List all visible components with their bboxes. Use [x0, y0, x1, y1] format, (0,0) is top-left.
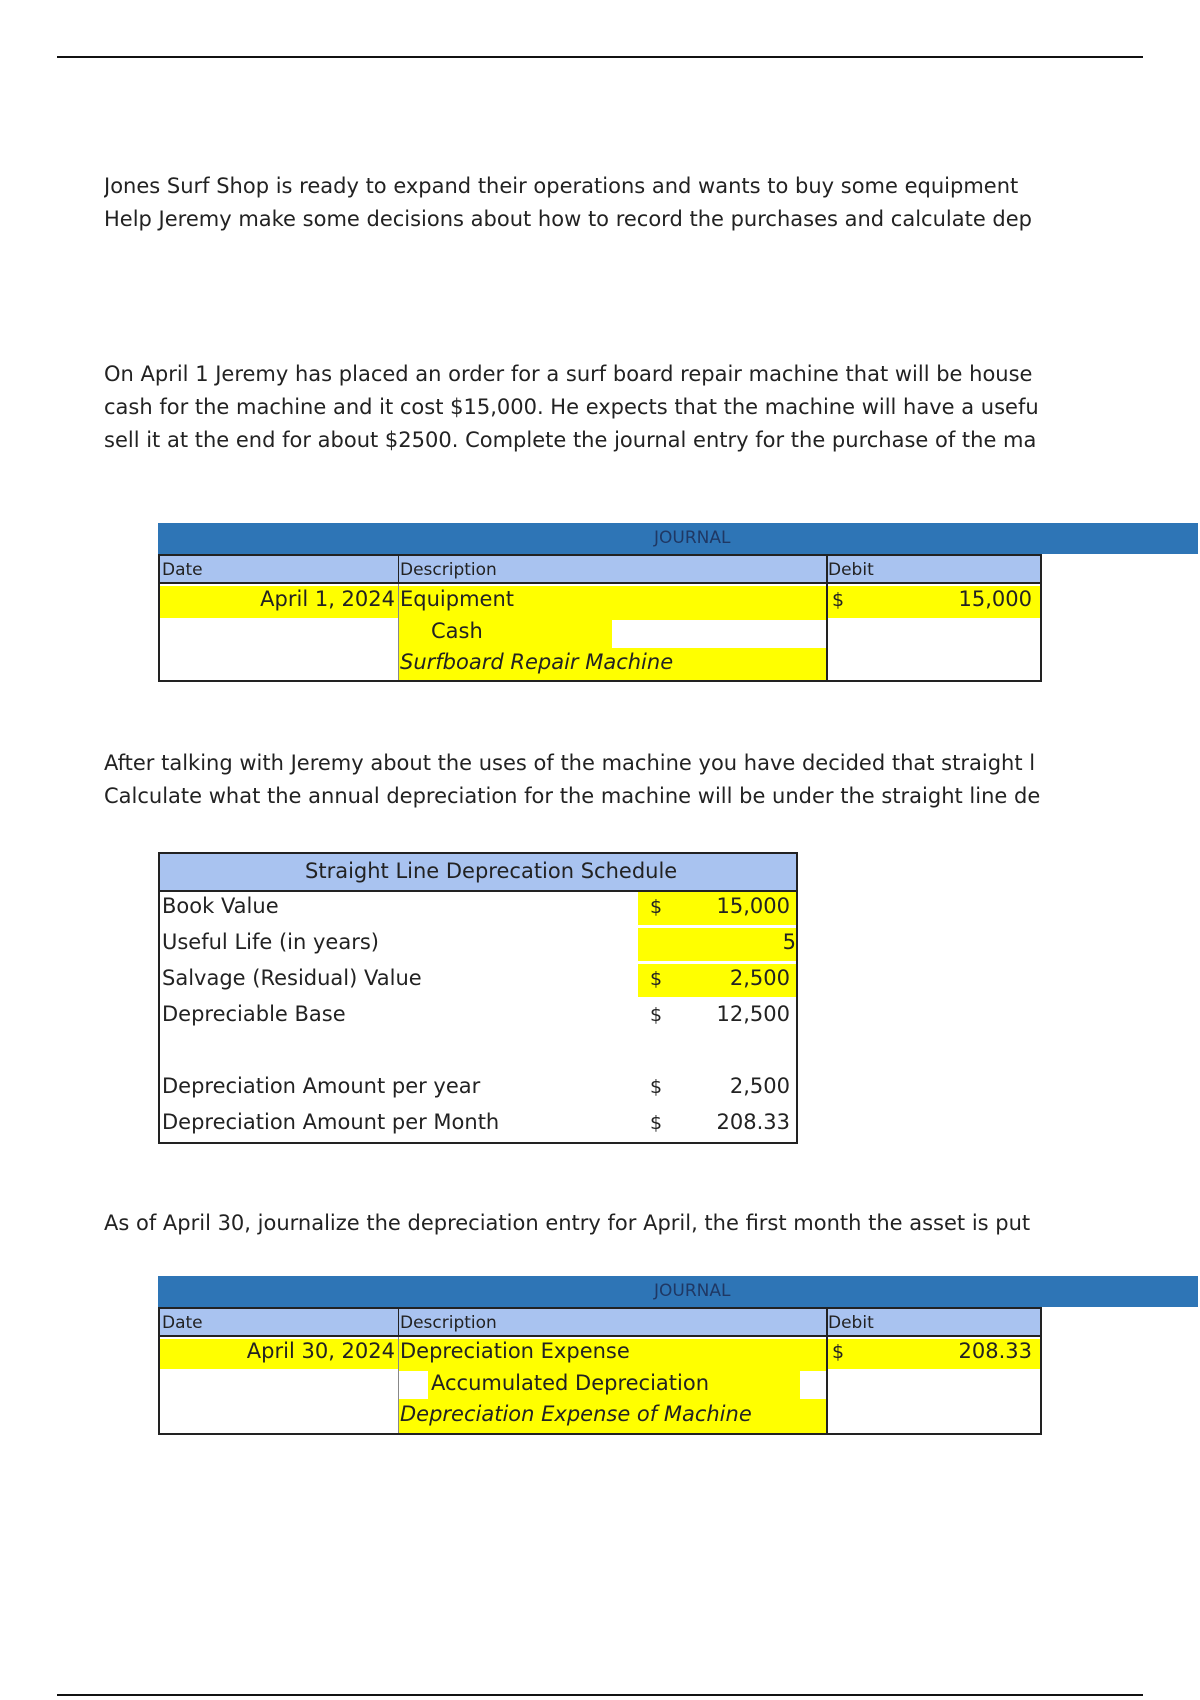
journal-title: JOURNAL	[654, 528, 731, 548]
useful-life-highlight	[638, 928, 796, 961]
description-header: Description	[400, 560, 497, 580]
per-year-label: Depreciation Amount per year	[162, 1074, 481, 1098]
intro-line-2: Help Jeremy make some decisions about how to record the purchases and calculate dep	[104, 207, 1033, 231]
schedule-header	[160, 854, 796, 892]
depreciable-base-amount: 12,500	[716, 1002, 790, 1026]
column-divider	[398, 1337, 399, 1433]
bottom-rule	[57, 1694, 1143, 1696]
top-rule	[57, 56, 1143, 58]
scenario-paragraph	[104, 358, 1044, 457]
journal-header-row	[158, 554, 1042, 584]
per-month-label: Depreciation Amount per Month	[162, 1110, 500, 1134]
header-divider	[826, 1309, 828, 1337]
method-line-1: After talking with Jeremy about the uses of the machine you have decided that straight l	[104, 751, 1036, 775]
date-header: Date	[162, 1313, 203, 1333]
intro-paragraph	[104, 170, 1044, 236]
blank-cell	[398, 1371, 428, 1399]
intro-line-1: Jones Surf Shop is ready to expand their operations and wants to buy some equipment	[104, 174, 1019, 198]
header-divider	[398, 556, 399, 584]
journal-body	[158, 584, 1042, 682]
credit-account: Cash	[431, 619, 483, 643]
per-year-currency: $	[650, 1076, 663, 1098]
journal-body	[158, 1337, 1042, 1435]
depreciation-schedule	[158, 852, 798, 1144]
debit-amount: 208.33	[958, 1339, 1032, 1363]
book-value-amount: 15,000	[716, 894, 790, 918]
column-divider	[826, 584, 828, 680]
scenario-line-3: sell it at the end for about $2500. Complete the journal entry for the purchase of the ma	[104, 428, 1037, 452]
debit-header: Debit	[828, 1313, 874, 1333]
debit-account: Equipment	[400, 587, 514, 611]
header-divider	[826, 556, 828, 584]
salvage-currency: $	[650, 968, 663, 990]
journal-header-row	[158, 1307, 1042, 1337]
april-line-1: As of April 30, journalize the depreciation entry for April, the first month the asset is put	[104, 1211, 1031, 1235]
entry-memo: Depreciation Expense of Machine	[400, 1402, 752, 1426]
depreciable-base-label: Depreciable Base	[162, 1002, 346, 1026]
salvage-label: Salvage (Residual) Value	[162, 966, 422, 990]
debit-header: Debit	[828, 560, 874, 580]
blank-cell	[612, 620, 826, 648]
salvage-amount: 2,500	[729, 966, 790, 990]
entry-memo: Surfboard Repair Machine	[400, 650, 674, 674]
debit-account: Depreciation Expense	[400, 1339, 630, 1363]
debit-currency: $	[832, 589, 845, 611]
depreciable-base-currency: $	[650, 1004, 663, 1026]
entry-date: April 30, 2024	[246, 1339, 395, 1363]
april-paragraph	[104, 1207, 1044, 1240]
column-divider	[398, 584, 399, 680]
header-divider	[398, 1309, 399, 1337]
column-divider	[826, 1337, 828, 1433]
per-year-amount: 2,500	[729, 1074, 790, 1098]
debit-amount: 15,000	[958, 587, 1032, 611]
scenario-line-1: On April 1 Jeremy has placed an order for a surf board repair machine that will be house	[104, 362, 1033, 386]
description-header: Description	[400, 1313, 497, 1333]
date-header: Date	[162, 560, 203, 580]
method-line-2: Calculate what the annual depreciation for the machine will be under the straight line de	[104, 784, 1041, 808]
per-month-amount: 208.33	[716, 1110, 790, 1134]
journal-title-bar	[158, 1276, 1198, 1307]
book-value-currency: $	[650, 896, 663, 918]
book-value-label: Book Value	[162, 894, 279, 918]
journal-title-bar	[158, 523, 1198, 554]
entry-date: April 1, 2024	[260, 587, 395, 611]
per-month-currency: $	[650, 1112, 663, 1134]
credit-account: Accumulated Depreciation	[431, 1371, 710, 1395]
blank-cell	[800, 1371, 826, 1399]
scenario-line-2: cash for the machine and it cost $15,000. He expects that the machine will have a usefu	[104, 395, 1039, 419]
useful-life-label: Useful Life (in years)	[162, 930, 379, 954]
useful-life-value: 5	[782, 930, 796, 954]
debit-currency: $	[832, 1341, 845, 1363]
schedule-title: Straight Line Deprecation Schedule	[305, 859, 678, 883]
method-paragraph	[104, 747, 1044, 813]
journal-title: JOURNAL	[654, 1281, 731, 1301]
